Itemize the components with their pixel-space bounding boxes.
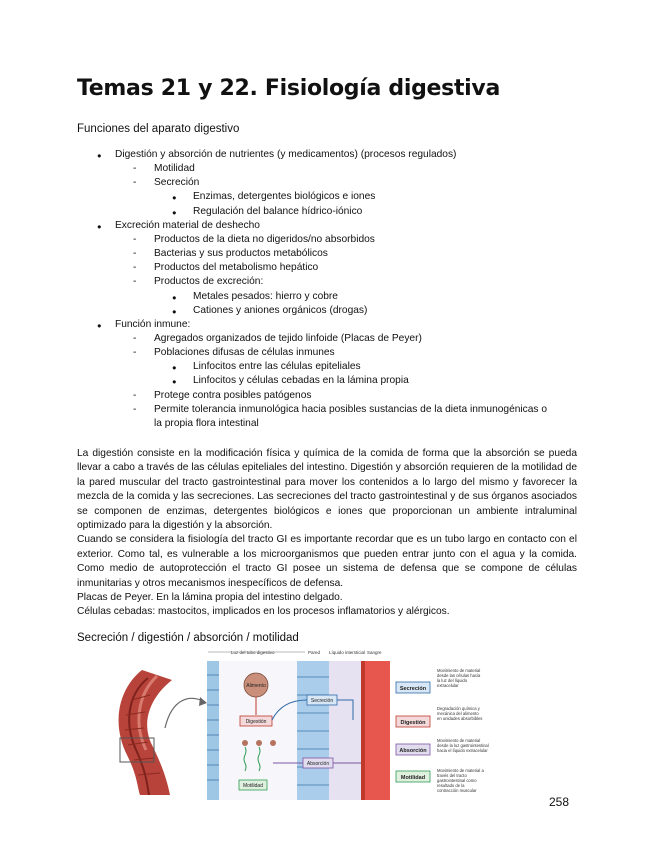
legend-label-motility: Motilidad: [400, 775, 426, 781]
outline-item: Bacterias y sus productos metabólicos: [154, 248, 328, 260]
outline-item: Regulación del balance hídrico-iónico: [193, 205, 363, 217]
outline-item: Metales pesados: hierro y cobre: [193, 290, 338, 302]
dash-marker: -: [133, 163, 137, 175]
header-lumen: Luz del tubo digestivo: [231, 650, 275, 655]
paragraph: Cuando se considera la fisiología del tracto GI es importante recordar que es un tubo largo en contacto con el exterior. Como tal, es vulnerable a los microorganismos que pueden entrar junto con el agua y la comida. Como medio de autoprotección el tracto GI posee un sistema de defensa que se compone de células inmunitarias y otros mecanismos inespecíficos de defensa.: [77, 534, 577, 589]
outline-item: Linfocitos y células cebadas en la lámina propia: [193, 375, 409, 387]
bullet-marker: ●: [97, 151, 102, 160]
legend-desc: Movimiento de material a través del tracto gastrointestinal como resultado de la contracción muscular: [437, 768, 484, 793]
outline-item: Digestión y absorción de nutrientes (y medicamentos) (procesos regulados): [115, 149, 457, 160]
absorption-label: Absorción: [306, 761, 330, 767]
bullet-marker: ●: [172, 193, 177, 203]
process-legend: [394, 665, 506, 805]
outline-item: Productos de excreción:: [154, 276, 264, 288]
dash-marker: -: [133, 262, 137, 274]
page-title: Temas 21 y 22. Fisiología digestiva: [77, 76, 501, 101]
bullet-marker: ●: [172, 207, 177, 217]
dash-marker: -: [133, 248, 137, 260]
outline-item: Enzimas, detergentes biológicos e iones: [193, 191, 376, 203]
bullet-marker: ●: [172, 363, 177, 373]
legend-label-absorption: Absorción: [399, 748, 427, 754]
outline-item: Función inmune:: [115, 318, 191, 330]
paragraph: Células cebadas: mastocitos, implicados en los procesos inflamatorios y alérgicos.: [77, 606, 450, 618]
body-text: [77, 447, 577, 620]
dash-marker: -: [133, 403, 137, 415]
outline-item: Productos de la dieta no digeridos/no absorbidos: [154, 233, 375, 245]
outline-item: la propia flora intestinal: [154, 417, 259, 429]
dash-marker: -: [133, 177, 137, 189]
bullet-marker: ●: [97, 320, 102, 330]
food-label: Alimento: [246, 683, 266, 689]
outline-item: Poblaciones difusas de células inmunes: [154, 347, 335, 359]
legend-desc: Movimiento de material desde las células hacia la luz del líquido extracelular: [437, 668, 481, 688]
dash-marker: -: [133, 276, 137, 288]
legend-desc: Degradación química y mecánica del alimento en unidades absorbibles: [437, 706, 483, 721]
dash-marker: -: [133, 389, 137, 401]
legend-label-secretion: Secreción: [399, 686, 427, 692]
secretion-label: Secreción: [310, 698, 334, 704]
outline-item: Excreción material de deshecho: [115, 219, 260, 231]
zoom-arrow: [160, 690, 210, 730]
bullet-marker: ●: [172, 377, 177, 387]
legend-label-digestion: Digestión: [400, 720, 426, 726]
motility-label: Motilidad: [242, 783, 264, 789]
bullet-marker: ●: [172, 292, 177, 302]
outline-item: Productos del metabolismo hepático: [154, 262, 319, 274]
outline-item: Cationes y aniones orgánicos (drogas): [193, 304, 368, 316]
bullet-marker: ●: [172, 306, 177, 316]
outline-item: Protege contra posibles patógenos: [154, 389, 312, 401]
paragraph: La digestión consiste en la modificación física y química de la comida de forma que la absorción se pueda llevar a cabo a través de las células epiteliales del intestino. Digestión y absorción requieren de la motilidad de la pared muscular del tracto gastrointestinal para mover los contenidos a lo largo del mismo y favorecer la mezcla de la comida y las secreciones. Las secreciones del tracto gastrointestinal y de sus órganos asociados se componen de enzimas, detergentes biológicos e iones que proporcionan un ambiente intraluminal optimizado para la digestión y la absorción.: [77, 448, 577, 532]
digestion-label: Digestión: [245, 719, 267, 725]
dash-marker: -: [133, 233, 137, 245]
section-heading-2: Secreción / digestión / absorción / motilidad: [77, 632, 299, 644]
page-number: 258: [549, 795, 570, 809]
paragraph: Placas de Peyer. En la lámina propia del intestino delgado.: [77, 592, 343, 604]
outline-item: Permite tolerancia inmunológica hacia posibles sustancias de la dieta inmunogénicas o: [154, 403, 548, 415]
section-heading: Funciones del aparato digestivo: [77, 123, 240, 135]
outline-item: Linfocitos entre las células epiteliales: [193, 361, 361, 373]
outline-item: Agregados organizados de tejido linfoide (Placas de Peyer): [154, 332, 422, 344]
header-wall: Pared: [308, 650, 321, 655]
outline-item: Secreción: [154, 177, 200, 189]
outline-item: Motilidad: [154, 163, 195, 175]
dash-marker: -: [133, 347, 137, 359]
gi-process-diagram: [207, 645, 390, 800]
header-interstitial: Líquido intersticial: [329, 650, 366, 655]
intestine-illustration: [112, 670, 212, 795]
header-blood: Sangre: [367, 650, 382, 655]
legend-desc: Movimiento de material desde la luz gastrointestinal hacia el líquido extracelular: [437, 738, 489, 753]
bullet-marker: ●: [97, 221, 102, 231]
dash-marker: -: [133, 332, 137, 344]
